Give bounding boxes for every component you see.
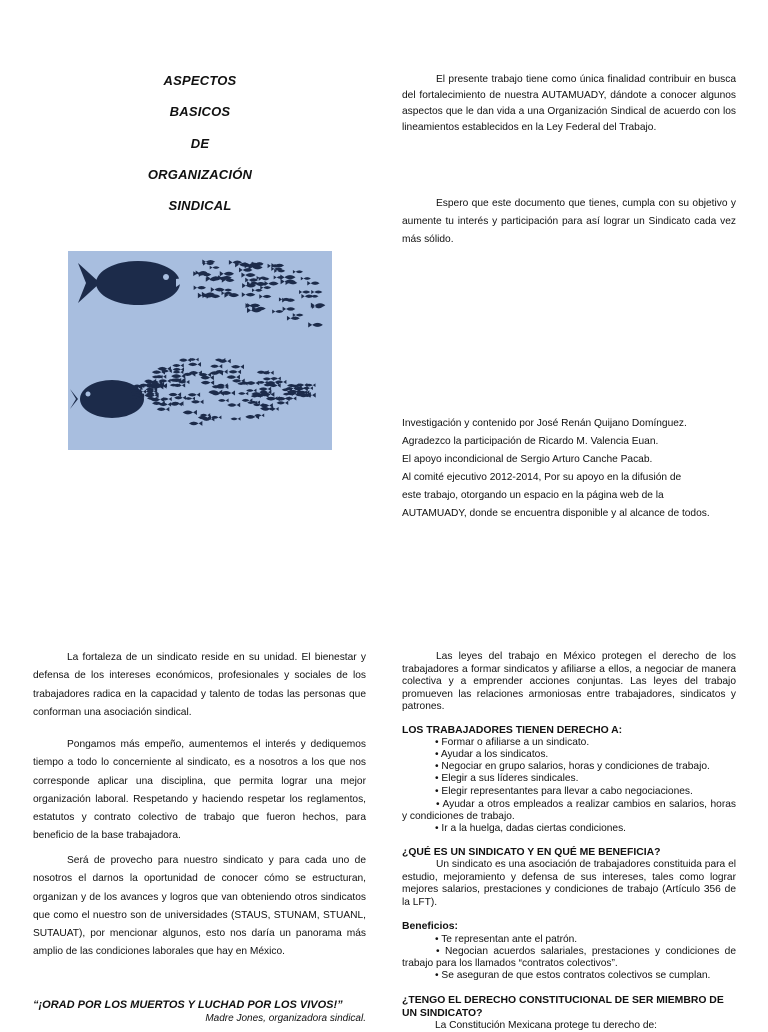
small-fish-icon xyxy=(210,266,220,270)
small-fish-icon xyxy=(268,407,278,411)
small-fish-icon xyxy=(265,281,279,286)
small-fish-icon xyxy=(191,400,203,405)
small-fish-icon xyxy=(238,392,248,396)
title-line-4: ORGANIZACIÓN xyxy=(147,167,253,182)
credit-line-6: AUTAMUADY, donde se encuentra disponible y al alcance de todos. xyxy=(402,508,710,519)
q1-heading: ¿QUÉ ES UN SINDICATO Y EN QUÉ ME BENEFICIA? xyxy=(402,847,661,858)
intro-paragraph-2: Espero que este documento que tienes, cumpla con su objetivo y aumente tu interés y participación para así lograr un Sindicato cada vez más sólido. xyxy=(402,198,736,245)
small-fish-icon xyxy=(229,370,241,375)
small-fish-icon xyxy=(311,290,322,294)
benefit-item: • Se aseguran de que estos contratos colectivos se cumplan. xyxy=(435,970,711,981)
small-fish-icon xyxy=(183,410,197,415)
small-fish-icon xyxy=(246,381,259,386)
small-fish-icon xyxy=(194,285,206,290)
rights-item: • Elegir representantes para llevar a cabo negociaciones. xyxy=(435,786,693,797)
small-fish-icon xyxy=(227,403,240,408)
small-fish-icon xyxy=(179,358,191,362)
title-line-5: SINDICAL xyxy=(168,198,232,213)
small-fish-icon xyxy=(287,316,300,321)
left-paragraph-2: Pongamos más empeño, aumentemos el interés y dediquemos tiempo a todo lo concerniente al sindicato, es a nosotros a los que nos corresponde aplicar una disciplina, que permita lograr una mejor organización laboral. Respetando y haciendo respetar los reglamentos, estatutos y contrato colectivo de trabajo que fueron hechos, para beneficio de la base trabajadora. xyxy=(33,739,366,842)
small-fish-icon xyxy=(211,287,225,292)
rights-heading: LOS TRABAJADORES TIENEN DERECHO A: xyxy=(402,725,623,736)
small-fish-icon xyxy=(231,364,244,369)
small-fish-icon xyxy=(293,313,304,317)
small-fish-icon xyxy=(299,290,310,294)
benefits-heading: Beneficios: xyxy=(402,921,459,932)
left-paragraph-3: Será de provecho para nuestro sindicato y para cada uno de nosotros el darnos la oportunidad de conocer cómo se estructuran, organizan y de los avances y logros que van obteniendo otros sindicatos que como el nuestro son de universidades (STAUS, STUNAM, STUANL, SUTAUAT), por mencionar algunos, esto nos daría un panorama más amplio de las condiciones laborales que hay en México. xyxy=(33,855,366,958)
quote: “¡ORAD POR LOS MUERTOS Y LUCHAD POR LOS VIVOS!” xyxy=(33,999,343,1011)
small-fish-icon xyxy=(231,417,241,421)
title-line-2: BASICOS xyxy=(169,104,231,119)
small-fish-icon xyxy=(171,374,185,379)
small-fish-icon xyxy=(226,375,239,380)
credit-line-2: Agradezco la participación de Ricardo M. Valencia Euan. xyxy=(402,436,659,447)
small-fish-icon xyxy=(246,389,256,393)
title-line-1: ASPECTOS xyxy=(163,73,237,88)
q2-heading: ¿TENGO EL DERECHO CONSTITUCIONAL DE SER MIEMBRO DE UN SINDICATO? xyxy=(402,995,724,1019)
quote-author: Madre Jones, organizadora sindical. xyxy=(205,1013,366,1024)
small-fish-icon xyxy=(188,393,200,398)
fish-illustration-icon xyxy=(68,251,332,450)
intro-paragraph-1: El presente trabajo tiene como única finalidad contribuir en busca del fortalecimiento de nuestra AUTAMUADY, dándote a conocer algunos aspectos que le dan vida a una Organización Sindical de acuerdo con los lineamientos establecidos en la Ley Federal del Trabajo. xyxy=(402,74,736,133)
small-fish-icon xyxy=(272,310,283,314)
rights-item: • Ayudar a otros empleados a realizar cambios en salarios, horas y condiciones de trabajo. xyxy=(402,799,736,822)
small-fish-icon xyxy=(220,271,234,276)
small-fish-icon xyxy=(301,277,311,281)
credit-line-1: Investigación y contenido por José Renán Quijano Domínguez. xyxy=(402,418,687,429)
small-fish-icon xyxy=(308,322,323,327)
benefit-item: • Te representan ante el patrón. xyxy=(435,934,578,945)
small-fish-icon xyxy=(277,401,289,405)
small-fish-icon xyxy=(242,292,255,297)
rights-item: • Ayudar a los sindicatos. xyxy=(435,749,549,760)
credit-line-3: El apoyo incondicional de Sergio Arturo Canche Pacab. xyxy=(402,454,653,465)
small-fish-icon xyxy=(210,364,222,368)
rights-item: • Elegir a sus líderes sindicales. xyxy=(435,773,579,784)
small-fish-icon xyxy=(241,272,255,277)
small-fish-icon xyxy=(174,396,186,400)
small-fish-icon xyxy=(169,392,182,397)
rights-item: • Formar o afiliarse a un sindicato. xyxy=(435,737,590,748)
small-fish-icon xyxy=(260,286,271,290)
rights-item: • Negociar en grupo salarios, horas y condiciones de trabajo. xyxy=(435,761,710,772)
left-paragraph-1: La fortaleza de un sindicato reside en su unidad. El bienestar y defensa de los intereses económicos, profesionales y sociales de los trabajadores radica en la capacidad y talento de todas las personas que conforman una asociación sindical. xyxy=(33,652,366,718)
q2-text: La Constitución Mexicana protege tu derecho de: xyxy=(435,1020,658,1031)
small-fish-icon xyxy=(280,274,295,280)
rights-item: • Ir a la huelga, dadas ciertas condiciones. xyxy=(435,823,627,834)
credit-line-4: Al comité ejecutivo 2012-2014, Por su apoyo en la difusión de xyxy=(402,472,682,483)
q1-text: Un sindicato es una asociación de trabajadores constituida para el estudio, mejoramiento y defensa de sus intereses, tales como lograr mejores salarios, prestaciones y condiciones de trabajo (Artículo 356 de la LFT). xyxy=(402,859,736,908)
small-fish-icon xyxy=(185,397,195,401)
small-fish-icon xyxy=(189,421,202,426)
small-fish-icon xyxy=(188,362,201,367)
small-fish-icon xyxy=(259,387,271,391)
credit-line-5: este trabajo, otorgando un espacio en la página web de la xyxy=(402,490,664,501)
fish-illustration xyxy=(68,251,332,450)
small-fish-icon xyxy=(172,363,183,367)
small-fish-icon xyxy=(201,380,214,385)
small-fish-icon xyxy=(259,294,271,298)
small-fish-icon xyxy=(283,307,296,312)
small-fish-icon xyxy=(270,377,280,381)
small-fish-icon xyxy=(293,270,303,274)
benefit-item: • Negocian acuerdos salariales, prestaciones y condiciones de trabajo para los llamados “contratos colectivos”. xyxy=(402,946,736,969)
big-fish-top xyxy=(78,261,190,305)
right-paragraph-1: Las leyes del trabajo en México protegen el derecho de los trabajadores a formar sindicatos y afiliarse a ellos, a negociar de manera colectiva y a emprender acciones conjuntas. Las leyes del trabajo promueven las relaciones armoniosas entre trabajadores, sindicatos y patrones. xyxy=(402,651,736,712)
title-line-3: DE xyxy=(190,136,210,151)
small-fish-icon xyxy=(157,407,170,412)
small-fish-icon xyxy=(218,399,229,403)
small-fish-icon xyxy=(307,281,319,285)
